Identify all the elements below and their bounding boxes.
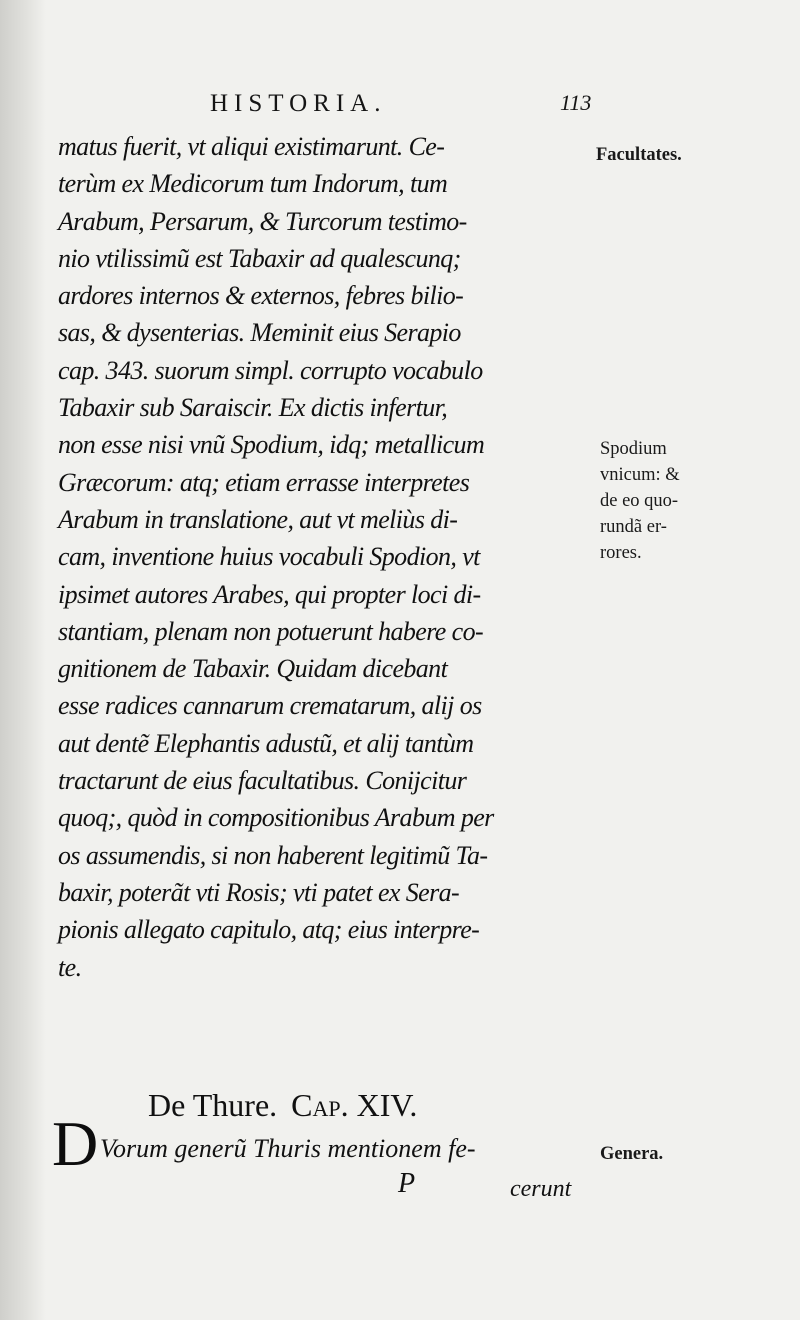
body-line: stantiam, plenam non potuerunt habere co- bbox=[58, 616, 484, 646]
running-head bbox=[0, 86, 800, 126]
margin-note-line: Genera. bbox=[600, 1144, 664, 1164]
body-line: Arabum, Persarum, & Turcorum testimo- bbox=[58, 206, 467, 236]
body-line: esse radices cannarum crematarum, alij os bbox=[58, 691, 482, 721]
body-line: baxir, poterãt vti Rosis; vti patet ex Sera- bbox=[58, 877, 460, 907]
body-line: cam, inventione huius vocabuli Spodion, vt bbox=[58, 542, 480, 572]
body-line: Tabaxir sub Saraiscir. Ex dictis infertur, bbox=[58, 393, 448, 423]
margin-note-line: Facultates. bbox=[596, 145, 682, 165]
page-gutter-shadow bbox=[0, 0, 46, 1320]
running-title: HISTORIA. bbox=[210, 90, 387, 117]
body-line: te. bbox=[58, 952, 82, 982]
body-line: cap. 343. suorum simpl. corrupto vocabulo bbox=[58, 355, 483, 385]
drop-cap: D bbox=[52, 1108, 99, 1179]
margin-note-line: vnicum: & bbox=[600, 465, 680, 485]
margin-note-spodium bbox=[600, 436, 680, 566]
chapter-title: De Thure. bbox=[148, 1087, 278, 1123]
margin-note-facultates bbox=[596, 142, 682, 168]
margin-note-line: Spodium bbox=[600, 439, 667, 459]
body-line: gnitionem de Tabaxir. Quidam dicebant bbox=[58, 654, 448, 684]
body-line: Arabum in translatione, aut vt meliùs di- bbox=[58, 504, 458, 534]
body-line: nio vtilissimũ est Tabaxir ad qualescunq; bbox=[58, 243, 461, 273]
body-text bbox=[58, 128, 598, 986]
body-line: ardores internos & externos, febres bilio- bbox=[58, 281, 464, 311]
chapter-number: Cap. XIV. bbox=[291, 1087, 418, 1123]
page-number: 113 bbox=[560, 90, 592, 115]
body-line: sas, & dysenterias. Meminit eius Serapio bbox=[58, 318, 461, 348]
body-line: aut dentẽ Elephantis adustũ, et alij tantùm bbox=[58, 728, 474, 758]
body-line: Græcorum: atq; etiam errasse interpretes bbox=[58, 467, 470, 497]
catchword: cerunt bbox=[510, 1176, 572, 1202]
margin-note-line: rores. bbox=[600, 543, 642, 563]
body-line: matus fuerit, vt aliqui existimarunt. Ce- bbox=[58, 132, 445, 161]
signature-mark: P bbox=[398, 1168, 416, 1199]
body-line: tractarunt de eius facultatibus. Conijcitur bbox=[58, 766, 467, 796]
body-line: os assumendis, si non haberent legitimũ Ta- bbox=[58, 840, 488, 870]
chapter-first-line: Vorum generũ Thuris mentionem fe- bbox=[100, 1134, 476, 1163]
margin-note-line: de eo quo- bbox=[600, 491, 679, 511]
body-line: terùm ex Medicorum tum Indorum, tum bbox=[58, 169, 448, 199]
body-line: quoq;, quòd in compositionibus Arabum per bbox=[58, 803, 494, 833]
margin-note-genera bbox=[600, 1141, 663, 1167]
body-line: ipsimet autores Arabes, qui propter loci di- bbox=[58, 579, 481, 609]
body-line: non esse nisi vnũ Spodium, idq; metallicum bbox=[58, 430, 485, 460]
body-line: pionis allegato capitulo, atq; eius interpre- bbox=[58, 915, 480, 945]
margin-note-line: rundã er- bbox=[600, 517, 667, 537]
chapter-heading bbox=[148, 1087, 417, 1124]
